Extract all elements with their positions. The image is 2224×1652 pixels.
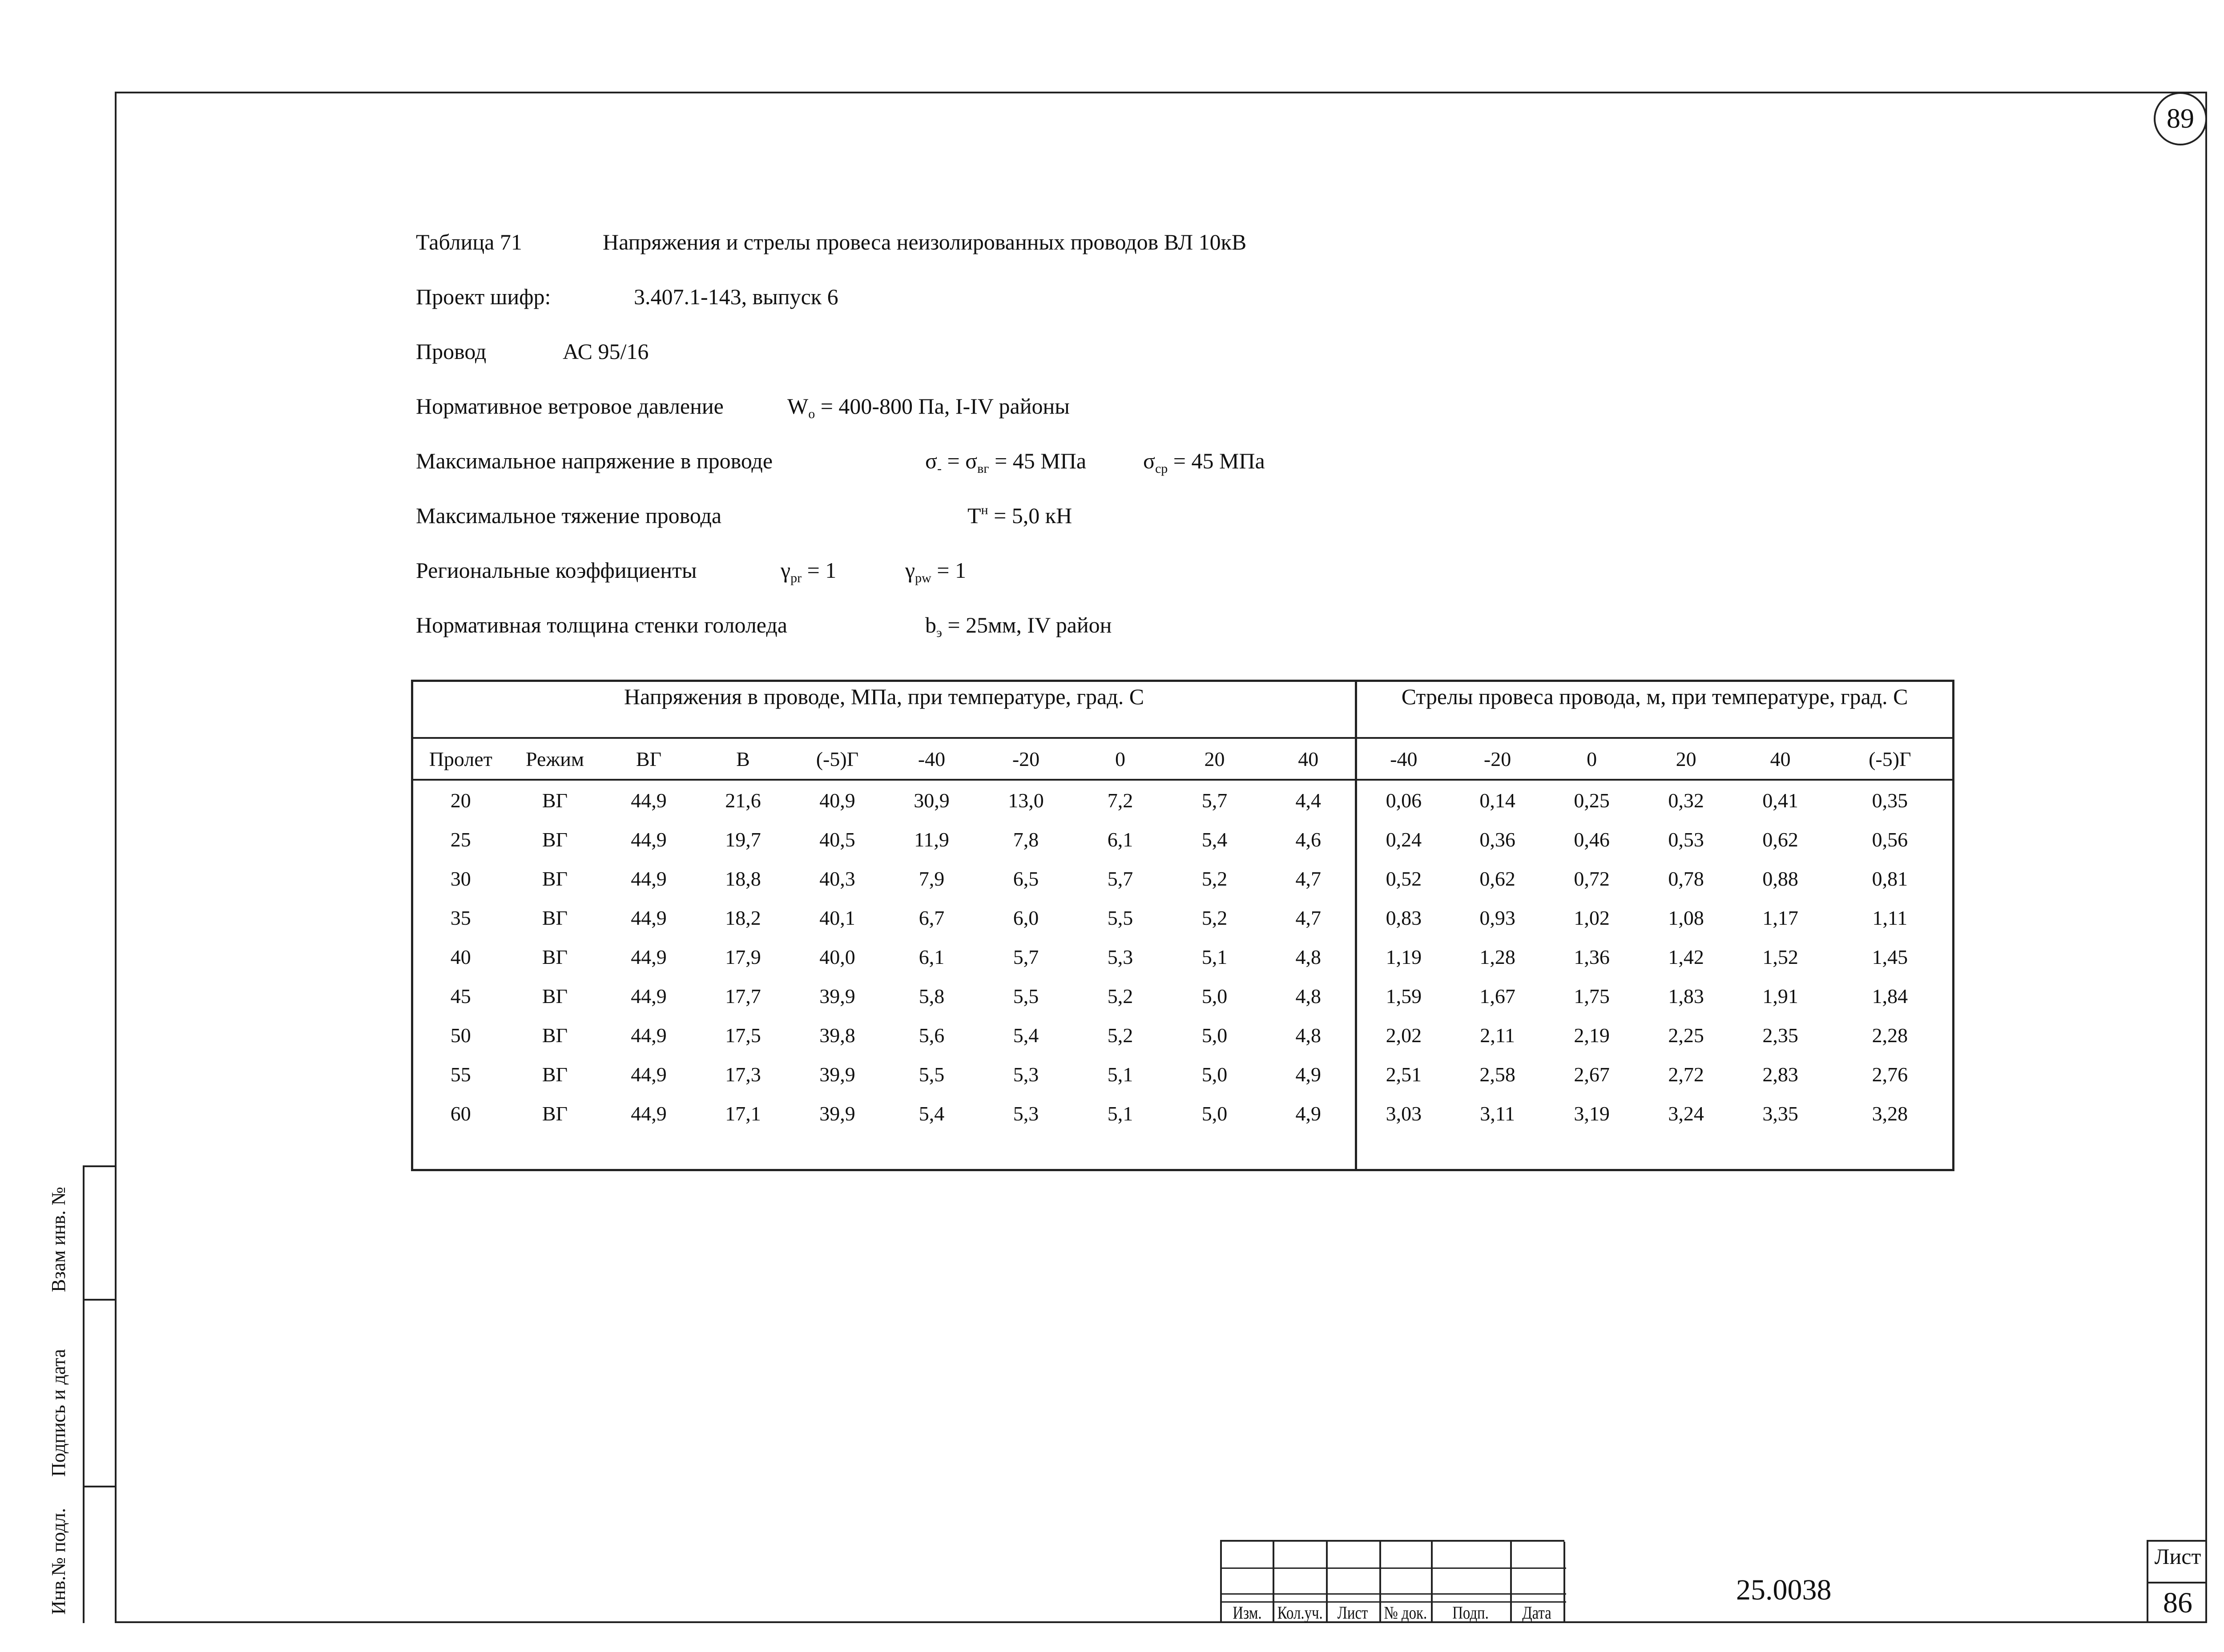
table-cell: 2,51 xyxy=(1356,1055,1450,1094)
table-cell: 25 xyxy=(450,828,471,851)
tb-label-podp: Подп. xyxy=(1452,1603,1489,1623)
table-cell: 5,3 xyxy=(1013,1102,1039,1125)
table-cell: 44,9 xyxy=(631,984,667,1007)
column-header: (-5)Г xyxy=(1828,738,1954,780)
table-cell: 6,5 xyxy=(1013,867,1039,890)
table-row xyxy=(412,898,1954,937)
table-cell: 1,45 xyxy=(1872,945,1908,968)
table-cell: 5,7 xyxy=(1201,789,1228,812)
max-tension-value: $Т^н = 5,0$ кН xyxy=(967,503,1072,528)
column-header: -40 xyxy=(885,738,979,780)
tb-label-list: Лист xyxy=(1337,1603,1368,1623)
table-cell: 5,8 xyxy=(919,984,945,1007)
table-cell: 6,1 xyxy=(919,945,945,968)
wire-value: АС 95/16 xyxy=(563,339,649,364)
table-cell: 44,9 xyxy=(631,828,667,851)
table-cell: 0,62 xyxy=(1762,828,1798,851)
table-title: Напряжения и стрелы провеса неизолированных проводов ВЛ 10кВ xyxy=(603,230,1247,254)
group-header-stress: Напряжения в проводе, МПа, при температуре, град. С xyxy=(412,681,1356,738)
table-cell: 5,0 xyxy=(1201,1063,1228,1086)
table-cell: 2,72 xyxy=(1668,1063,1704,1086)
column-header: Режим xyxy=(508,738,602,780)
table-cell: 44,9 xyxy=(631,789,667,812)
table-cell: 5,5 xyxy=(1107,906,1133,929)
table-cell: 11,9 xyxy=(914,828,949,851)
table-cell: 18,2 xyxy=(725,906,761,929)
table-cell: 18,8 xyxy=(725,867,761,890)
table-cell: 5,3 xyxy=(1107,945,1133,968)
table-cell: 44,9 xyxy=(631,867,667,890)
table-cell: 0,52 xyxy=(1356,859,1450,898)
column-header: 20 xyxy=(1639,738,1733,780)
table-cell: 4,8 xyxy=(1295,1023,1322,1047)
table-cell: 4,8 xyxy=(1295,984,1322,1007)
table-cell: 5,0 xyxy=(1201,1102,1228,1125)
table-cell: 20 xyxy=(450,789,471,812)
tb-label-data: Дата xyxy=(1522,1603,1551,1623)
document-code: 25.0038 xyxy=(1736,1574,1832,1606)
table-cell: 17,9 xyxy=(725,945,761,968)
table-cell: 21,6 xyxy=(725,789,761,812)
table-row xyxy=(412,1015,1954,1055)
table-cell: 40,0 xyxy=(819,945,855,968)
table-cell: 0,88 xyxy=(1762,867,1798,890)
table-cell: 5,6 xyxy=(919,1023,945,1047)
sheet-number: 86 xyxy=(2148,1582,2207,1620)
table-cell: 1,75 xyxy=(1574,984,1610,1007)
table-cell: 0,25 xyxy=(1574,789,1610,812)
column-header: -20 xyxy=(1450,738,1545,780)
table-cell: 0,78 xyxy=(1668,867,1704,890)
table-cell: 39,8 xyxy=(819,1023,855,1047)
table-row xyxy=(412,1094,1954,1133)
table-cell: 39,9 xyxy=(819,984,855,1007)
table-cell: 0,24 xyxy=(1356,820,1450,859)
title-block xyxy=(1220,1540,2207,1623)
wind-value: $W_o = 400-800$ Па, I-IV районы xyxy=(787,394,1070,421)
table-row xyxy=(412,780,1954,820)
stamp-divider xyxy=(83,1165,115,1167)
max-stress-value: $\sigma_- = \sigma_{вг} = 45$ МПа xyxy=(925,448,1087,476)
table-cell: 6,0 xyxy=(1013,906,1039,929)
group-header-sag: Стрелы провеса провода, м, при температуре, град. С xyxy=(1356,681,1954,738)
table-cell: 44,9 xyxy=(631,1102,667,1125)
table-cell: 4,7 xyxy=(1295,867,1322,890)
table-cell: 3,11 xyxy=(1480,1102,1515,1125)
table-cell: ВГ xyxy=(542,984,568,1007)
table-cell: 0,46 xyxy=(1574,828,1610,851)
table-cell: 0,72 xyxy=(1574,867,1610,890)
table-cell: ВГ xyxy=(542,789,568,812)
sheet-label: Лист xyxy=(2154,1544,2201,1569)
table-cell: 3,28 xyxy=(1872,1102,1908,1125)
table-cell: 17,3 xyxy=(725,1063,761,1086)
table-cell: 45 xyxy=(450,984,471,1007)
table-cell: 40,9 xyxy=(819,789,855,812)
column-header: 0 xyxy=(1545,738,1639,780)
table-cell: ВГ xyxy=(542,1023,568,1047)
table-cell: ВГ xyxy=(542,945,568,968)
table-cell: 39,9 xyxy=(819,1102,855,1125)
table-cell: 2,28 xyxy=(1872,1023,1908,1047)
table-cell: 1,84 xyxy=(1872,984,1908,1007)
stress-sag-table xyxy=(411,680,1954,1171)
title-block-grid xyxy=(1220,1540,1564,1623)
tb-label-izm: Изм. xyxy=(1233,1603,1262,1623)
table-cell: 17,1 xyxy=(725,1102,761,1125)
table-cell: 0,35 xyxy=(1872,789,1908,812)
stamp-vzam-inv: Взам инв. № xyxy=(48,1187,69,1292)
table-cell: 7,8 xyxy=(1013,828,1039,851)
table-cell: 0,81 xyxy=(1872,867,1908,890)
table-cell: 3,19 xyxy=(1574,1102,1610,1125)
table-cell: 30 xyxy=(450,867,471,890)
table-cell: 2,83 xyxy=(1762,1063,1798,1086)
max-stress-label: Максимальное напряжение в проводе xyxy=(416,448,773,473)
gamma-pw: $\gamma_{pw} = 1$ xyxy=(905,558,966,585)
project-label: Проект шифр: xyxy=(416,284,551,309)
column-header-row xyxy=(412,738,1954,780)
table-row xyxy=(412,937,1954,976)
table-cell: 2,76 xyxy=(1872,1063,1908,1086)
table-cell: 2,35 xyxy=(1762,1023,1798,1047)
stamp-divider xyxy=(83,1486,115,1487)
column-header: ВГ xyxy=(602,738,696,780)
table-body xyxy=(412,780,1954,1170)
table-cell: 5,4 xyxy=(1013,1023,1039,1047)
table-cell: 2,19 xyxy=(1574,1023,1610,1047)
column-header: 40 xyxy=(1733,738,1828,780)
table-cell: 0,53 xyxy=(1668,828,1704,851)
table-cell: 7,9 xyxy=(919,867,945,890)
wire-label: Провод xyxy=(416,339,487,364)
column-header: (-5)Г xyxy=(790,738,885,780)
table-cell: 44,9 xyxy=(631,1063,667,1086)
table-cell: 30,9 xyxy=(914,789,950,812)
table-cell: 3,03 xyxy=(1356,1094,1450,1133)
table-cell: 1,59 xyxy=(1356,976,1450,1015)
table-cell: 5,1 xyxy=(1107,1102,1133,1125)
table-cell: 4,4 xyxy=(1295,789,1322,812)
table-cell: 5,0 xyxy=(1201,1023,1228,1047)
table-cell: 0,41 xyxy=(1762,789,1798,812)
table-cell: 44,9 xyxy=(631,906,667,929)
table-cell: 40,3 xyxy=(819,867,855,890)
table-filler-row xyxy=(412,1133,1954,1170)
table-cell: 2,58 xyxy=(1479,1063,1515,1086)
max-tension-label: Максимальное тяжение провода xyxy=(416,503,722,528)
table-cell: 1,67 xyxy=(1479,984,1515,1007)
table-cell: 1,19 xyxy=(1356,937,1450,976)
gamma-pr: $\gamma_{pr} = 1$ xyxy=(781,558,837,585)
table-cell: 40,1 xyxy=(819,906,855,929)
stamp-podpis-data: Подпись и дата xyxy=(48,1349,69,1477)
table-cell: 1,28 xyxy=(1479,945,1515,968)
table-cell: 1,36 xyxy=(1574,945,1610,968)
table-cell: 44,9 xyxy=(631,1023,667,1047)
table-cell: 0,83 xyxy=(1356,898,1450,937)
table-cell: 35 xyxy=(450,906,471,929)
table-cell: ВГ xyxy=(542,1063,568,1086)
table-cell: 4,9 xyxy=(1295,1102,1322,1125)
column-header: 20 xyxy=(1168,738,1262,780)
table-cell: 17,7 xyxy=(725,984,761,1007)
table-cell: ВГ xyxy=(542,906,568,929)
table-cell: 7,2 xyxy=(1107,789,1133,812)
table-cell: 0,06 xyxy=(1356,780,1450,820)
stamp-inv-podl: Инв.№ подл. xyxy=(48,1508,69,1615)
table-cell: 1,83 xyxy=(1668,984,1704,1007)
table-cell: 0,36 xyxy=(1479,828,1515,851)
table-cell: 5,4 xyxy=(919,1102,945,1125)
table-cell: 60 xyxy=(450,1102,471,1125)
ice-value: $b_э = 25мм$, IV район xyxy=(925,612,1112,640)
table-cell: 0,62 xyxy=(1479,867,1515,890)
stamp-divider xyxy=(83,1299,115,1301)
project-value: 3.407.1-143, выпуск 6 xyxy=(634,284,838,309)
table-cell: 55 xyxy=(450,1063,471,1086)
table-cell: 5,2 xyxy=(1201,906,1228,929)
table-cell: 4,7 xyxy=(1295,906,1322,929)
table-cell: 1,11 xyxy=(1872,906,1908,929)
table-cell: 6,7 xyxy=(919,906,945,929)
table-cell: 2,25 xyxy=(1668,1023,1704,1047)
table-cell: 2,02 xyxy=(1356,1015,1450,1055)
table-cell: 19,7 xyxy=(725,828,761,851)
table-cell: 1,17 xyxy=(1762,906,1798,929)
table-cell: 1,08 xyxy=(1668,906,1704,929)
tb-label-kol-uch: Кол.уч. xyxy=(1277,1603,1323,1623)
table-cell: 5,1 xyxy=(1107,1063,1133,1086)
table-cell: 5,5 xyxy=(1013,984,1039,1007)
table-cell: 3,35 xyxy=(1762,1102,1798,1125)
table-cell: 39,9 xyxy=(819,1063,855,1086)
table-cell: 0,14 xyxy=(1479,789,1515,812)
table-cell: 4,6 xyxy=(1295,828,1322,851)
table-cell: 1,52 xyxy=(1762,945,1798,968)
column-header: В xyxy=(696,738,790,780)
table-cell: 1,42 xyxy=(1668,945,1704,968)
table-cell: 6,1 xyxy=(1107,828,1133,851)
column-header: -20 xyxy=(979,738,1073,780)
table-cell: ВГ xyxy=(542,1102,568,1125)
table-cell: 2,67 xyxy=(1574,1063,1610,1086)
table-cell: 5,1 xyxy=(1201,945,1228,968)
table-row xyxy=(412,820,1954,859)
ice-label: Нормативная толщина стенки гололеда xyxy=(416,612,787,637)
table-cell: 40 xyxy=(450,945,471,968)
table-cell: 5,2 xyxy=(1201,867,1228,890)
table-cell: 5,2 xyxy=(1107,984,1133,1007)
column-header: -40 xyxy=(1356,738,1450,780)
table-cell: 1,02 xyxy=(1574,906,1610,929)
tb-label-n-dok: № док. xyxy=(1384,1603,1427,1623)
page-number-circle: 89 xyxy=(2154,92,2207,145)
table-cell: 5,4 xyxy=(1201,828,1228,851)
table-cell: 17,5 xyxy=(725,1023,761,1047)
table-cell: 2,11 xyxy=(1480,1023,1515,1047)
table-cell: ВГ xyxy=(542,867,568,890)
table-cell: 5,7 xyxy=(1107,867,1133,890)
table-cell: 5,7 xyxy=(1013,945,1039,968)
table-cell: 4,8 xyxy=(1295,945,1322,968)
table-cell: ВГ xyxy=(542,828,568,851)
table-cell: 0,32 xyxy=(1668,789,1704,812)
table-row xyxy=(412,1055,1954,1094)
table-cell: 4,9 xyxy=(1295,1063,1322,1086)
column-header: Пролет xyxy=(412,738,508,780)
stamp-border xyxy=(83,1165,85,1623)
table-row xyxy=(412,976,1954,1015)
regional-label: Региональные коэффициенты xyxy=(416,558,697,583)
table-cell: 0,56 xyxy=(1872,828,1908,851)
table-cell: 5,2 xyxy=(1107,1023,1133,1047)
column-header: 0 xyxy=(1073,738,1168,780)
table-row xyxy=(412,859,1954,898)
table-cell: 44,9 xyxy=(631,945,667,968)
sheet-box xyxy=(2147,1540,2207,1623)
table-label: Таблица 71 xyxy=(416,230,522,254)
table-cell: 5,5 xyxy=(919,1063,945,1086)
table-cell: 13,0 xyxy=(1008,789,1044,812)
table-cell: 5,0 xyxy=(1201,984,1228,1007)
table-cell: 50 xyxy=(450,1023,471,1047)
max-stress-value-2: $\sigma_{ср} = 45$ МПа xyxy=(1143,448,1265,476)
column-header: 40 xyxy=(1262,738,1356,780)
table-cell: 40,5 xyxy=(819,828,855,851)
table-cell: 5,3 xyxy=(1013,1063,1039,1086)
table-cell: 3,24 xyxy=(1668,1102,1704,1125)
table-cell: 1,91 xyxy=(1762,984,1798,1007)
wind-label: Нормативное ветровое давление xyxy=(416,394,724,419)
table-cell: 0,93 xyxy=(1479,906,1515,929)
